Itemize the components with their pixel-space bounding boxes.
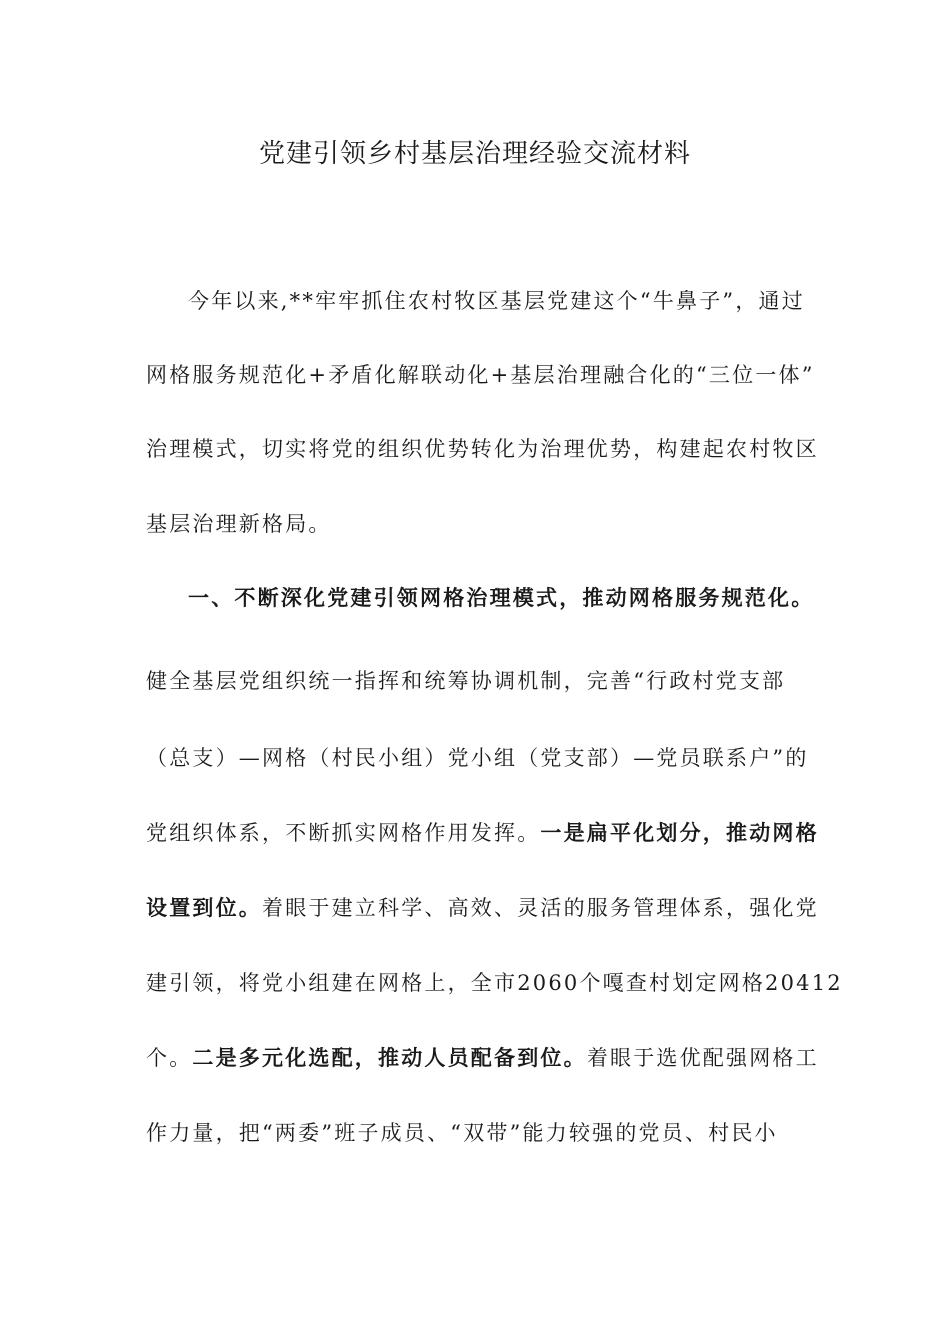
section-1-line-1: 健全基层党组织统一指挥和统筹协调机制，完善“行政村党支部	[146, 669, 786, 693]
section-1-line-3-text: 党组织体系，不断抓实网格作用发挥。	[146, 821, 541, 845]
section-1-point-2-heading: 二是多元化选配，推动人员配备到位。	[192, 1045, 587, 1070]
intro-line-1: 今年以来,**牢牢抓住农村牧区基层党建这个“牛鼻子”，通过	[188, 289, 805, 313]
section-1-line-4	[146, 893, 819, 923]
section-1-line-7: 作力量，把“两委”班子成员、“双带”能力较强的党员、村民小	[146, 1121, 778, 1145]
section-1-line-5: 建引领，将党小组建在网格上，全市2060个嘎查村划定网格20412	[146, 971, 843, 995]
section-1-point-1-heading-end: 设置到位。	[146, 895, 262, 920]
section-1-line-6-text: 着眼于选优配强网格工	[586, 1046, 819, 1070]
intro-line-4: 基层治理新格局。	[146, 512, 332, 536]
intro-line-3: 治理模式，切实将党的组织优势转化为治理优势，构建起农村牧区	[146, 437, 819, 461]
section-1-line-6	[146, 1043, 819, 1073]
intro-line-2: 网格服务规范化+矛盾化解联动化+基层治理融合化的“三位一体”	[146, 363, 815, 387]
section-1-line-6-start: 个。	[146, 1046, 193, 1070]
section-1-line-3	[146, 818, 819, 848]
section-1-line-4-text: 着眼于建立科学、高效、灵活的服务管理体系，强化党	[262, 896, 819, 920]
section-1-point-1-heading: 一是扁平化划分，推动网格	[540, 820, 819, 845]
document-title: 党建引领乡村基层治理经验交流材料	[258, 139, 691, 169]
section-1-heading: 一、不断深化党建引领网格治理模式，推动网格服务规范化。	[188, 585, 815, 610]
section-1-line-2: （总支）—网格（村民小组）党小组（党支部）—党员联系户”的	[146, 746, 809, 770]
